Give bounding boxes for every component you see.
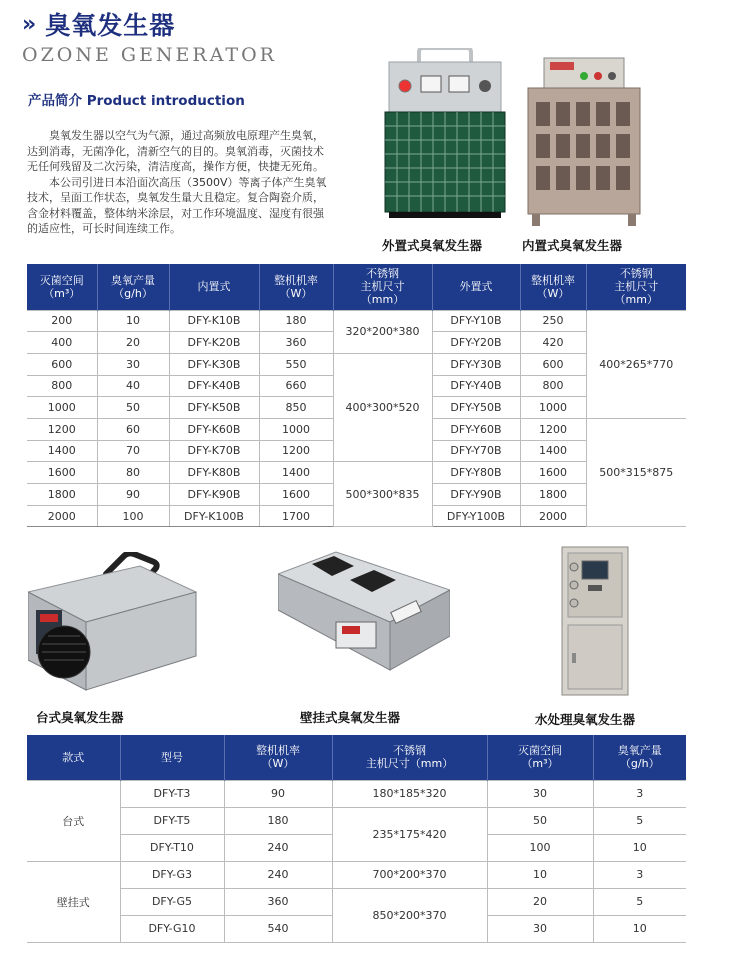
desktop-generator-caption: 台式臭氧发生器 bbox=[36, 710, 124, 725]
header-output: 臭氧产量 （g/h） bbox=[97, 264, 169, 310]
table-header-row bbox=[27, 735, 686, 780]
table-header-row bbox=[27, 264, 686, 310]
internal-size: 500*300*835 bbox=[333, 462, 432, 527]
size-cell: 850*200*370 bbox=[332, 888, 487, 942]
header-size-external: 不锈钢 主机尺寸 （mm） bbox=[586, 264, 686, 310]
chevron-double-icon: » bbox=[22, 11, 32, 37]
wall-generator-caption: 壁挂式臭氧发生器 bbox=[300, 710, 401, 725]
specs-table-2 bbox=[27, 735, 686, 943]
internal-generator-image bbox=[524, 56, 644, 226]
wall-generator-image bbox=[278, 550, 450, 672]
header-space: 灭菌空间 （m³） bbox=[487, 735, 593, 780]
table-row: 2000 100 DFY-K100B 1700 DFY-Y100B 2000 bbox=[27, 505, 686, 527]
table-row: 200 10 DFY-K10B 180 320*200*380 DFY-Y10B 250 400*265*770 bbox=[27, 310, 686, 332]
style-cell: 台式 bbox=[27, 780, 120, 861]
table-row: DFY-T5 180 235*175*420 50 5 bbox=[27, 807, 686, 834]
page-subtitle: OZONE GENERATOR bbox=[22, 44, 277, 66]
table-row: DFY-T10 240 100 10 bbox=[27, 834, 686, 861]
size-cell: 700*200*370 bbox=[332, 861, 487, 888]
table-row: 1000 50 DFY-K50B 850 DFY-Y50B 1000 bbox=[27, 397, 686, 419]
intro-text bbox=[27, 128, 327, 237]
table-row: 1200 60 DFY-K60B 1000 DFY-Y60B 1200 500*315*875 bbox=[27, 418, 686, 440]
header-power: 整机机率 （W） bbox=[224, 735, 332, 780]
header-size: 不锈钢 主机尺寸（mm） bbox=[332, 735, 487, 780]
external-size: 500*315*875 bbox=[586, 418, 686, 526]
table-row: 1400 70 DFY-K70B 1200 DFY-Y70B 1400 bbox=[27, 440, 686, 462]
external-size: 400*265*770 bbox=[586, 310, 686, 418]
table-row: DFY-G5 360 850*200*370 20 5 bbox=[27, 888, 686, 915]
table-row: 壁挂式 DFY-G3 240 700*200*370 10 3 bbox=[27, 861, 686, 888]
header-model: 型号 bbox=[120, 735, 224, 780]
header-space: 灭菌空间 （m³） bbox=[27, 264, 97, 310]
style-cell: 壁挂式 bbox=[27, 861, 120, 942]
table-row: 1800 90 DFY-K90B 1600 DFY-Y90B 1800 bbox=[27, 484, 686, 506]
header-internal: 内置式 bbox=[169, 264, 259, 310]
table-row: 400 20 DFY-K20B 360 DFY-Y20B 420 bbox=[27, 332, 686, 354]
header-output: 臭氧产量 （g/h） bbox=[593, 735, 686, 780]
internal-generator-caption: 内置式臭氧发生器 bbox=[522, 238, 623, 253]
intro-paragraph-1: 臭氧发生器以空气为气源，通过高频放电原理产生臭氧，达到消毒，无菌净化，清新空气的目的。臭氧消毒，灭菌技术无任何残留及二次污染，清洁度高，操作方便，快捷无死角。 bbox=[27, 129, 324, 173]
water-generator-image bbox=[560, 545, 630, 697]
table-row: 1600 80 DFY-K80B 1400 500*300*835 DFY-Y80B 1600 bbox=[27, 462, 686, 484]
table-row: 600 30 DFY-K30B 550 400*300*520 DFY-Y30B 600 bbox=[27, 353, 686, 375]
internal-size: 320*200*380 bbox=[333, 310, 432, 353]
water-generator-caption: 水处理臭氧发生器 bbox=[535, 712, 636, 727]
table-row: 台式 DFY-T3 90 180*185*320 30 3 bbox=[27, 780, 686, 807]
page-header bbox=[22, 6, 277, 66]
external-generator-caption: 外置式臭氧发生器 bbox=[382, 238, 483, 253]
size-cell: 235*175*420 bbox=[332, 807, 487, 861]
header-power-internal: 整机机率 （W） bbox=[259, 264, 333, 310]
header-power-external: 整机机率 （W） bbox=[520, 264, 586, 310]
intro-heading: 产品简介 Product introduction bbox=[28, 93, 245, 109]
header-style: 款式 bbox=[27, 735, 120, 780]
internal-size: 400*300*520 bbox=[333, 353, 432, 461]
table-row: 800 40 DFY-K40B 660 DFY-Y40B 800 bbox=[27, 375, 686, 397]
page-title: 臭氧发生器 bbox=[45, 11, 176, 40]
specs-table-1 bbox=[27, 264, 686, 527]
header-external: 外置式 bbox=[432, 264, 520, 310]
desktop-generator-image bbox=[28, 552, 198, 692]
size-cell: 180*185*320 bbox=[332, 780, 487, 807]
external-generator-image bbox=[381, 48, 509, 220]
intro-paragraph-2: 本公司引进日本沿面次高压（3500V）等离子体产生臭氧技术，呈面工作状态，臭氧发生量大且稳定。复合陶瓷介质，含金材料覆盖，整体纳米涂层，对工作环境温度、湿度有很强的适应性，可长时间连续工作。 bbox=[27, 175, 327, 235]
table-row: DFY-G10 540 30 10 bbox=[27, 915, 686, 942]
header-size-internal: 不锈钢 主机尺寸 （mm） bbox=[333, 264, 432, 310]
